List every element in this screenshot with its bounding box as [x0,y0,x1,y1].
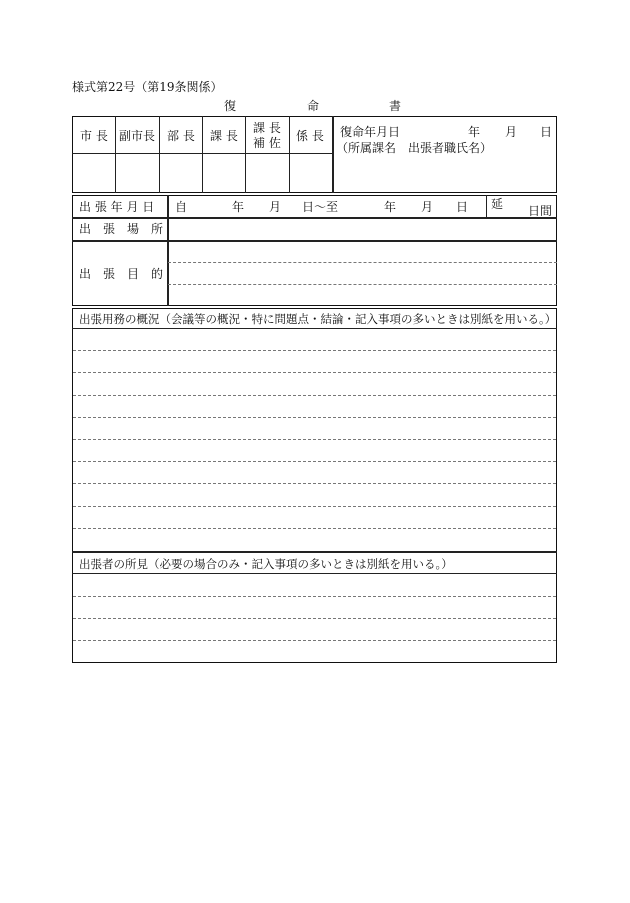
trip-purpose-label: 出 張 目 的 [79,267,164,281]
summary-dotted-line [73,350,556,351]
opinion-dotted-line [73,618,556,619]
col-divider [202,116,203,193]
opinion-header-divider [72,573,557,574]
assistant-label-line1: 課 長 [253,121,281,135]
section-divider [72,551,557,553]
trip-date-month1: 月 [269,200,282,214]
summary-dotted-line [73,461,556,462]
trip-date-day1-to: 日～至 [302,200,339,214]
summary-dotted-line [73,528,556,529]
summary-dotted-line [73,417,556,418]
affiliation-label: （所属課名 出張者職氏名） [336,141,493,155]
title-char-2: 命 [307,99,320,113]
trip-date-month2: 月 [421,200,434,214]
report-date-label: 復命年月日 [340,125,401,139]
assistant-label-line2: 補 佐 [253,136,281,150]
opinion-dotted-line [73,596,556,597]
row-divider [72,217,557,219]
row-divider [72,240,557,242]
summary-label: 出張用務の概況（会議等の概況・特に問題点・結論・記入事項の多いときは別紙を用いる。） [79,312,557,326]
chief-label: 係 長 [296,129,324,143]
trip-date-day2: 日 [456,200,469,214]
form-number: 様式第22号（第19条関係） [72,80,223,94]
purpose-dotted-line [168,262,557,263]
purpose-dotted-line [168,284,557,285]
trip-date-label: 出 張 年 月 日 [79,200,155,214]
col-divider [332,116,334,193]
report-month-label: 月 [505,125,518,139]
col-divider [245,116,246,193]
report-body-table [72,308,557,663]
col-divider [115,116,116,193]
mayor-label: 市 長 [80,129,108,143]
label-col-divider [167,195,169,306]
summary-dotted-line [73,506,556,507]
total-days-label: 延 [491,197,504,211]
deputy-mayor-label: 副市長 [119,129,156,143]
total-days-divider [486,195,487,217]
summary-dotted-line [73,372,556,373]
report-day-label: 日 [540,125,553,139]
section-head-label: 課 長 [210,129,238,143]
col-divider [289,116,290,193]
title-char-1: 復 [224,99,237,113]
days-unit-label: 日間 [528,204,553,218]
trip-date-year2: 年 [384,200,397,214]
report-year-label: 年 [468,125,481,139]
summary-header-divider [72,328,557,329]
col-divider [159,116,160,193]
trip-date-year1: 年 [232,200,245,214]
trip-place-label: 出 張 場 所 [79,222,164,236]
department-head-label: 部 長 [167,129,195,143]
summary-dotted-line [73,439,556,440]
summary-dotted-line [73,483,556,484]
title-char-3: 書 [389,99,402,113]
summary-dotted-line [73,395,556,396]
opinion-label: 出張者の所見（必要の場合のみ・記入事項の多いときは別紙を用いる。） [79,557,453,571]
opinion-dotted-line [73,640,556,641]
trip-date-from: 自 [175,200,188,214]
